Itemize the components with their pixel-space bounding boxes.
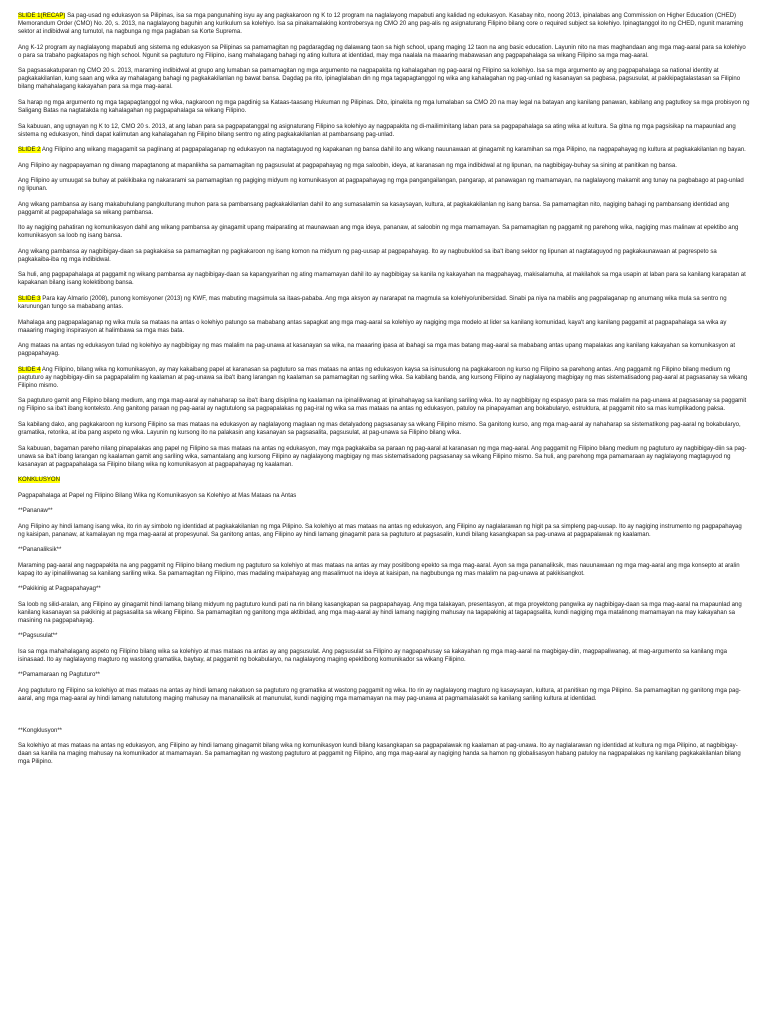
section-heading-kongklusyon: **Kongklusyon** [18, 727, 63, 734]
slide3-paragraph-1 [18, 295, 750, 311]
section-body-pananaw: Ang Filipino ay hindi lamang isang wika, ito rin ay simbolo ng identidad at pagkakakilanlan ng mga Pilipino. Sa kolehiyo at mas mataas na antas ng edukasyon, ang Filipino ay naglalarawan ng higit pa sa simpleng pag-uusap. Ito ay nagiging instrumento ng pagpapahayag ng kaisipan, pananaw, at kamalayan ng mga mag-aaral at propesyunal. Sa ganitong antas, ang Filipino ay hindi lamang ginagamit para sa pagtuturo at pagsasalin, kundi bilang kasangkapan sa pag-unawa at pagpapalawak ng kaalaman. [18, 523, 742, 538]
slide2-paragraph-6: Ang wikang pambansa ay nagbibigay-daan sa pagkakaisa sa pamamagitan ng pagkakaroon ng isang komon na midyum ng pag-uusap at pagpapahayag. Ito ay nagbubuklod sa iba't ibang sektor ng lipunan at nagtataguyod ng pagkakaunawaan at pagrespeto sa pagkakaiba-iba ng mga indibidwal. [18, 248, 717, 263]
slide1-paragraph-1 [18, 12, 750, 36]
slide1-text-1: Sa pag-usad ng edukasyon sa Pilipinas, isa sa mga pangunahing isyu ay ang pagkakaroon ng K to 12 program na naglalayong mapabuti ang kalidad ng edukasyon. Kasabay nito, noong 2013, ipinalabas ang Commission on Higher Education (CHED) Memorandum Order (CMO) No. 20, s. 2013, na naglalayong baguhin ang kurikulum sa kolehiyo. Isa sa pinakamalaking kontrobersya ng CMO 20 ang pag-alis ng asignaturang Filipino bilang core o required subject sa kolehiyo. Ipinagtanggol ito ng CHED, ngunit maraming sektor at indibidwal ang tumutol, na nagbunga ng mga paglaban sa Korte Suprema. [18, 13, 744, 36]
slide2-text-1: Ang Filipino ang wikang magagamit sa paglinang at pagpapalaganap ng edukasyon na nagtataguyod ng kapakanan ng bansa dahil ito ang wikang nauunawaan at ginagamit ng karamihan sa mga Pilipino, na nagpapahayag ng kultura at pagkakakilanlan ng bayan. [41, 147, 746, 154]
slide4-paragraph-3: Sa kabilang dako, ang pagkakaroon ng kursong Filipino sa mas mataas na edukasyon ay naglalayong maglaan ng mas detalyadong pagsasanay sa wikang Filipino mismo. Sa ganitong kurso, ang mga mag-aaral ay nahaharap sa sistematikong pag-aaral ng bokabularyo, gramatika, retorika, at iba pang aspeto ng wika. Layunin ng kursong ito na palakasin ang kasanayan sa pagsasalita, pagsusulat, at pag-unawa sa Filipino bilang wika. [18, 421, 741, 437]
section-body-pagsusulat: Isa sa mga mahahalagang aspeto ng Filipino bilang wika sa kolehiyo at mas mataas na antas ay ang pagsusulat. Ang pagsusulat sa Filipino ay nagpapahusay sa kakayahan ng mga mag-aaral na magbigay-diin, magpapaliwanag, at mag-argumento sa kanilang mga isinasaad. Ito ay naglalayong magturo ng wastong gramatika, baybay, at paggamit ng bokabularyo, na naglalayong maging epektibong komunikador sa wikang Filipino. [18, 648, 727, 663]
conclusion-title: Pagpapahalaga at Papel ng Filipino Bilang Wika ng Komunikasyon sa Kolehiyo at Mas Mataas na Antas [18, 492, 297, 499]
section-heading-pagsusulat: **Pagsusulat** [18, 633, 58, 640]
slide1-paragraph-2: Ang K-12 program ay naglalayong mapabuti ang sistema ng edukasyon sa Pilipinas sa pamamagitan ng pagdaragdag ng dalawang taon sa high school, upang maging 12 taon na ang basic education. Layunin nito na mas maghandaan ang mga mag-aaral para sa kolehiyo o para sa trabaho pagkatapos ng high school. Ngunit sa pagtuturo ng Filipino, isang mahalagang bahagi ng ating kultura at identidad, may mga naalala na maaaring mabawasan ang pagpapahalaga sa wikang Filipino sa mga mag-aaral. [18, 44, 746, 59]
slide2-paragraph-4: Ang wikang pambansa ay isang makabuhulang pangkulturang muhon para sa pambansang pagkakakilanlan dahil ito ang sumasalamin sa kasaysayan, kultura, at pagkakakilanlan ng isang bansa. Sa pamamagitan nito, nagiging bahagi ng pambansang identidad ang paggamit at pagpapahalaga sa wikang pambansa. [18, 201, 729, 216]
section-body-pakikinig: Sa loob ng silid-aralan, ang Filipino ay ginagamit hindi lamang bilang midyum ng pagtuturo kundi pati na rin bilang kasangkapan sa pagpapahayag. Ang mga talakayan, presentasyon, at mga proyektong pangwika ay nagbibigay-daan sa mga mag-aaral na mapaunlad ang kanilang kasanayan sa pakikinig at pagsasalita sa wikang Filipino. Sa pamamagitan ng ganitong mga aktibidad, ang mga mag-aaral ay hindi lamang nagiging mahusay na tagapakinig at tagapagsalita, kundi nagiging mga matalinong mamamayan na may kakayahan sa masining na pagpapahayag. [18, 601, 742, 624]
conclusion-marker-line [18, 476, 750, 484]
slide4-paragraph-2: Sa pagtuturo gamit ang Filipino bilang medium, ang mga mag-aaral ay nahaharap sa iba't ibang disiplina ng kaalaman na ipinaliliwanag at ipinahahayag sa kanilang sariling wika. Ito ay nagbibigay ng espasyo para sa mas malalim na pag-unawa at pagsasanay sa paggamit ng Filipino sa iba't ibang konteksto. Ang ganitong paraan ng pag-aaral ay nagtutulong sa pagpapalakas ng pag-iral ng wika sa mas mataas na antas ng edukasyon, patuloy na pinapayaman ang bokabularyo, estruktura, at paggamit nito sa mas kumplikadong paksa. [18, 398, 747, 413]
slide4-paragraph-1 [18, 366, 750, 390]
slide4-marker: SLIDE 4 [18, 366, 41, 373]
slide1-marker: SLIDE 1(RECAP) [18, 13, 66, 19]
slide3-paragraph-2: Mahalaga ang pagpapalaganap ng wika mula sa mataas na antas o kolehiyo patungo sa mababang antas sapagkat ang mga mag-aaral sa kolehiyo ay nagiging mga modelo at lider sa kanilang komunidad, kaya't ang kanilang paggamit at pagpapahalaga sa wika ay maaaring maging inspirasyon at halimbawa sa mga mas bata. [18, 319, 727, 334]
slide1-paragraph-4: Sa harap ng mga argumento ng mga tagapagtanggol ng wika, nagkaroon ng mga pagdinig sa Kataas-taasang Hukuman ng Pilipinas. Dito, ipinakita ng mga lumalaban sa CMO 20 na may legal na batayan ang kanilang panawan, kabilang ang pagtutkoy sa mga probisyon ng Saligang Batas na nagtatakda ng kahalagahan ng pagpapahalaga sa wikang Filipino. [18, 99, 750, 115]
slide4-paragraph-4: Sa kabuuan, bagaman pareho nilang pinapalakas ang papel ng Filipino sa mas mataas na antas ng edukasyon, may mga pagkakaiba sa paraan ng pag-aaral at karanasan ng mga mag-aaral. Ang paggamit ng Filipino bilang medium ng pagtuturo ay nagbibigay-diin sa pag-unawa sa iba't ibang larangan ng kaalaman gamit ang sariling wika, samantalang ang kursong Filipino ay naglalayong magbigay ng mas sistematisadong pagsasanay sa wikang Filipino mismo. Sa huli, ang parehong mga pamamaraan ay naglalayong magtaguyod ng kasanayan at pagpapahalaga sa Filipino bilang wika ng komunikasyon at pagpapahayag ng kaalaman. [18, 445, 747, 468]
slide3-text-1: Para kay Almario (2008), punong komisyoner (2013) ng KWF, mas mabuting magsimula sa itaas-pababa. Ang mga aksyon ay nararapat na magmula sa kolehiyo/unibersidad. Sinabi pa niya na mabilis ang pagpalaganap ng anumang wika mula sa sentro ng karunungan tungo sa mababang antas. [18, 295, 727, 311]
section-heading-pakikinig: **Pakikinig at Pagpapahayag** [18, 586, 101, 593]
slide4-text-1: Ang Filipino, bilang wika ng komunikasyon, ay may kakaibang papel at karanasan sa pagtuturo sa mas mataas na antas ng edukasyon kaysa sa isinusulong na pagkakaroon ng kurso ng Filipino sa parehong antas. Ang paggamit ng Filipino bilang medium ng pagtuturo ay nagbibigay-diin sa pagpapalalim ng kaalaman at pag-unawa sa iba't ibang larangan ng kaalaman sa pamamagitan ng sariling wika. Sa kabilang banda, ang kursong Filipino ay naglalayong magbigay ng mas sistematisadong pag-aaral at pagsasanay sa wikang Filipino mismo. [18, 366, 748, 389]
section-heading-pamamaraan: **Pamamaraan ng Pagtuturo** [18, 672, 101, 679]
slide3-paragraph-3: Ang mataas na antas ng edukasyon tulad ng kolehiyo ay nagbibigay ng mas malalim na pag-unawa at kasanayan sa wika, na maaaring ipasa at ibahagi sa mga mas batang mag-aaral sa mababang antas upang mapalakas ang kanilang kakayahan sa komunikasyon at pagpapahayag. [18, 343, 736, 358]
slide2-paragraph-3: Ang Filipino ay umuugat sa buhay at pakikibaka ng nakararami sa pamamagitan ng pagiging midyum ng komunikasyon at pagpapahayag ng mga pangangailangan, pangarap, at panawagan ng mamamayan, na naglalayong makamit ang tunay na pagbabago at pag-unlad ng lipunan. [18, 178, 744, 193]
section-spacer [18, 711, 750, 727]
slide1-paragraph-3: Sa pagsasakatuparan ng CMO 20 s. 2013, maraming indibidwal at grupo ang lumaban sa pamamagitan ng mga argumento na nagpapakita ng kahalagahan ng pag-aaral ng Filipino sa kolehiyo. Isa sa mga argumento ay ang pagpapahalaga sa national identity at pagkakakilanlan, kung saan ang wika ay mahalagang bahagi ng pagkakakilanlan ng bawat bansa. Dagdag pa rito, ipinaglalaban din ng mga tagapagtanggol ng wika ang kahalagahan ng pag-unlad ng kasanayan sa pagbasa, pagsusulat, at pakikipagtalastasan sa Filipino bilang mahahalagang kakayahan para sa mga mag-aaral. [18, 68, 741, 91]
slide2-paragraph-2: Ang Filipino ay nagpapayaman ng diwang mapagtanong at mapanlikha sa pamamagitan ng pagsusulat at pagpapahayag ng mga saloobin, ideya, at karanasan ng mga indibidwal at ng lipunan, na nagbibigay-buhay sa sining at panitikan ng bansa. [18, 162, 677, 169]
slide2-paragraph-1 [18, 146, 750, 154]
section-heading-pananaw: **Pananaw** [18, 508, 53, 515]
slide2-paragraph-5: Ito ay nagiging pahatiran ng komunikasyon dahil ang wikang pambansa ay ginagamit upang maiparating at maunawaan ang mga ideya, pananaw, at saloobin ng mga mamamayan. Sa pamamagitan ng paggamit ng parehong wika, nagiging mas malinaw at epektibo ang komunikasyon sa loob ng isang bansa. [18, 225, 739, 240]
slide2-paragraph-7: Sa huli, ang pagpapahalaga at paggamit ng wikang pambansa ay nagbibigay-daan sa kapangyarihan ng ating mamamayan dahil ito ay nagbibigay sa kanila ng kakayahan na magpahayag, makisalamuha, at makilahok sa mga usapin at laban para sa kanilang karapatan at kapakanan bilang isang kolektibong bansa. [18, 272, 746, 287]
section-body-pananaliksik: Maraming pag-aaral ang nagpapakita na ang paggamit ng Filipino bilang medium ng pagtuturo sa kolehiyo at mas mataas na antas ay may positibong epekto sa mga mag-aaral. Ayon sa mga pananaliksik, mas nauunawaan ng mga mag-aaral ang mga konsepto at aralin kapag ito ay ipinaliliwanag sa kanilang sariling wika. Sa pamamagitan ng Filipino, mas madaling maipahayag ang masalimuot na ideya at kaisipan, na nagbubunga ng mas malalim na pag-unawa at pakikisangkot. [18, 562, 740, 577]
conclusion-marker: KONKLUSYON [18, 477, 61, 484]
section-body-pamamaraan: Ang pagtuturo ng Filipino sa kolehiyo at mas mataas na antas ay hindi lamang nakatuon sa pagtuturo ng gramatika at wastong paggamit ng wika. Ito rin ay naglalayong magturo ng kasaysayan, kultura, at panitikan ng mga Pilipino. Sa pamamagitan ng ganitong mga pag-aaral, ang mga mag-aaral ay hindi lamang natututong maging mahusay na mananaliksik at manunulat, kundi nagiging mga mamamayan na may pag-unawa at pagmamalasakit sa kanilang sariling kultura at identidad. [18, 687, 741, 703]
section-heading-pananaliksik: **Pananaliksik** [18, 547, 62, 554]
slide1-paragraph-5: Sa kabuuan, ang ugnayan ng K to 12, CMO 20 s. 2013, at ang laban para sa pagpapatanggal ng asignaturang Filipino sa kolehiyo ay nagpapakita ng di-mailiminitang laban para sa pagpapahalaga sa ating wika at kultura. Sa gitna ng mga pagsisikap na mapaunlad ang sistema ng edukasyon, hindi dapat kalimutan ang kahalagahan ng Filipino bilang sentro ng ating pagkakakilanlan at pambansang pag-unlad. [18, 123, 736, 138]
section-body-kongklusyon: Sa kolehiyo at mas mataas na antas ng edukasyon, ang Filipino ay hindi lamang ginagamit bilang wika ng komunikasyon kundi bilang kasangkapan sa pagpapalawak ng kaalaman at pag-unawa. Ito ay naglalarawan ng identidad at kultura ng mga Pilipino, at nagbibigay-daan sa kanila na maging mahusay na komunikador at mamamayan. Sa pamamagitan ng wastong pagtuturo at paggamit ng Filipino, ang mga mag-aaral ay nagiging handa sa hamon ng globalisasyon habang patuloy na nagpapalakas ng kanilang pagkakakilanlan bilang mga Pilipino. [18, 743, 741, 766]
slide3-marker: SLIDE 3 [18, 295, 41, 302]
slide2-marker: SLIDE 2 [18, 147, 41, 154]
